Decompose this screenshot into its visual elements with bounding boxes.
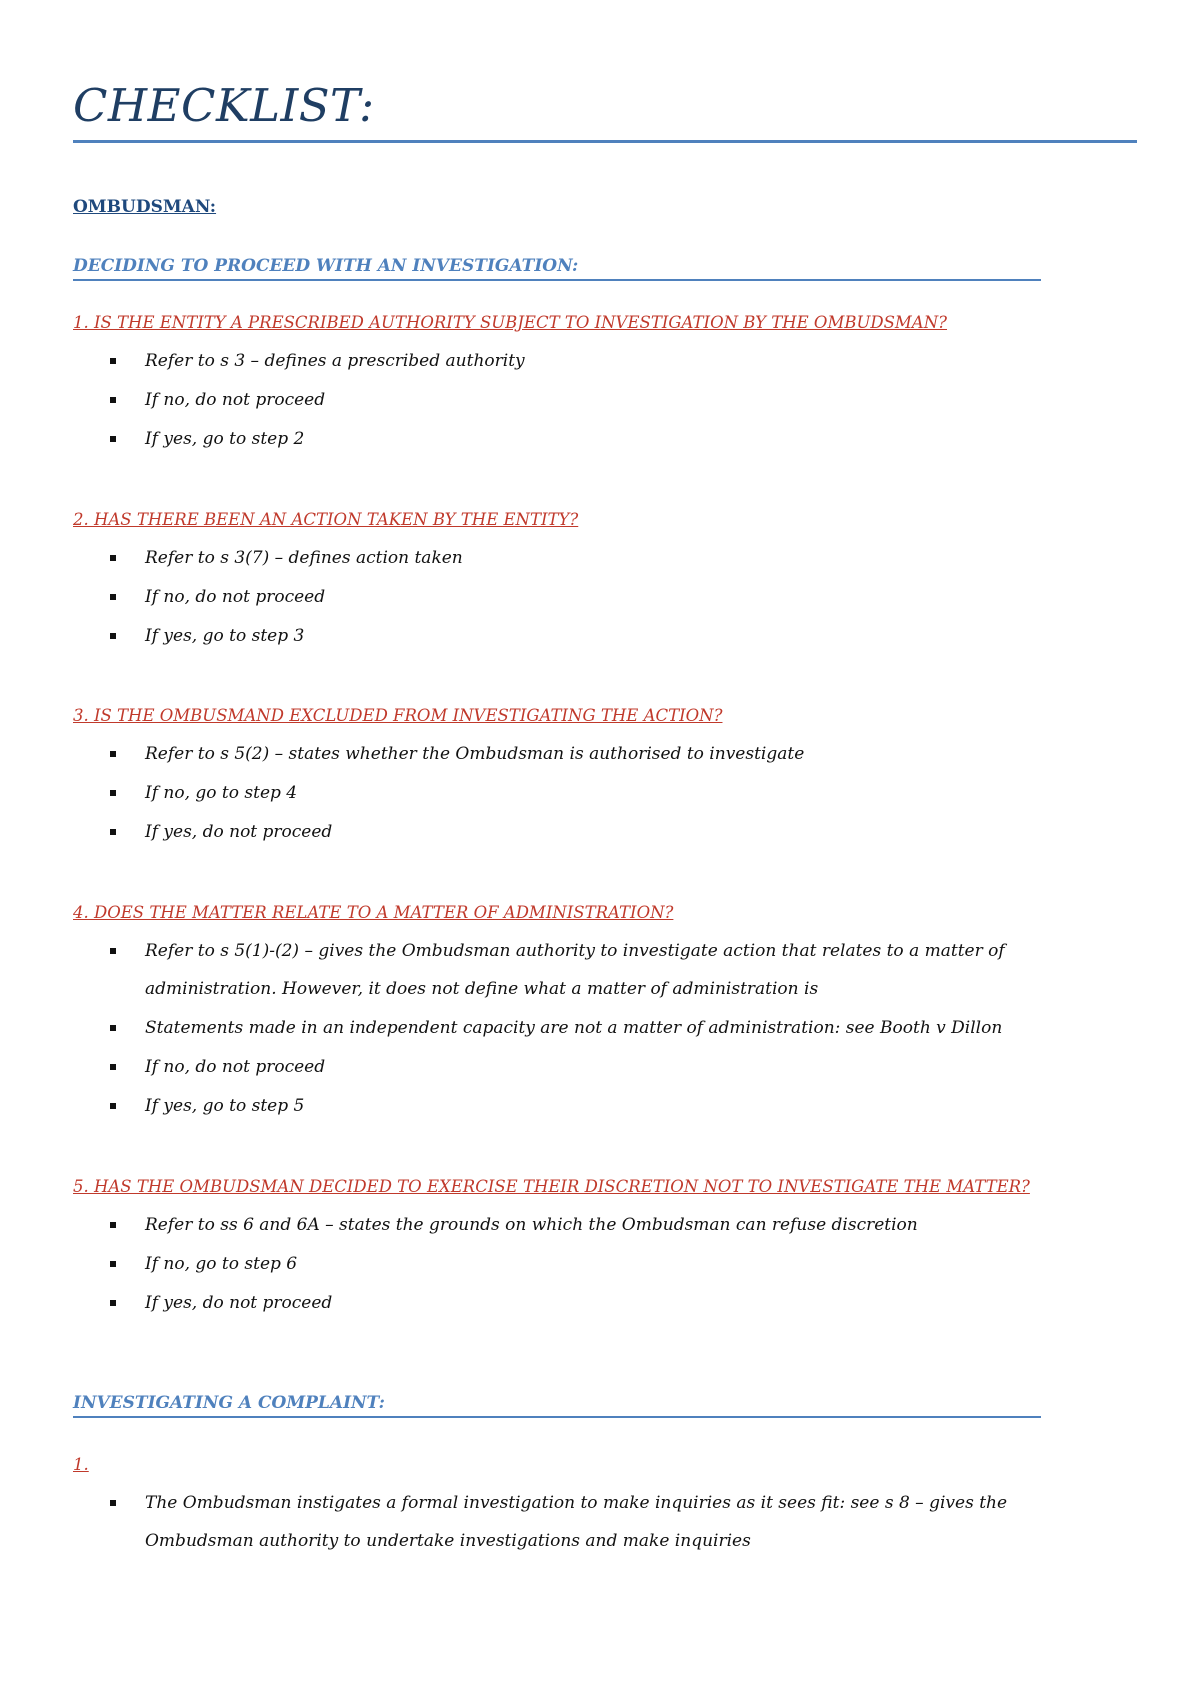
bullet-text: If no, do not proceed xyxy=(145,1057,326,1077)
square-bullet-icon xyxy=(110,633,116,639)
bullet-text: If yes, do not proceed xyxy=(145,822,333,842)
list-item xyxy=(108,342,1108,380)
square-bullet-icon xyxy=(110,751,116,757)
square-bullet-icon xyxy=(110,555,116,561)
subheading-deciding: DECIDING TO PROCEED WITH AN INVESTIGATION: xyxy=(73,256,579,276)
bullet-text: If no, do not proceed xyxy=(145,390,326,410)
square-bullet-icon xyxy=(110,358,116,364)
list-item xyxy=(108,1484,1108,1560)
bullet-text: Refer to s 3(7) – defines action taken xyxy=(145,548,463,568)
bullet-text: If no, do not proceed xyxy=(145,587,326,607)
list-item xyxy=(108,578,1108,616)
list-item xyxy=(108,1009,1108,1047)
page-title: CHECKLIST: xyxy=(73,79,375,132)
step-heading-2: 2. HAS THERE BEEN AN ACTION TAKEN BY THE ENTITY? xyxy=(73,510,579,529)
step-3-bullet-list xyxy=(108,735,1108,852)
section-label-ombudsman: OMBUDSMAN: xyxy=(73,197,217,217)
bullet-text: If yes, go to step 2 xyxy=(145,429,305,449)
step-5-bullet-list xyxy=(108,1206,1108,1323)
square-bullet-icon xyxy=(110,594,116,600)
list-item xyxy=(108,1048,1108,1086)
subheading-divider xyxy=(73,1416,1041,1418)
investigating-step-1-bullet-list xyxy=(108,1484,1108,1561)
list-item xyxy=(108,1206,1108,1244)
square-bullet-icon xyxy=(110,1103,116,1109)
bullet-text: If yes, go to step 3 xyxy=(145,626,305,646)
subheading-divider xyxy=(73,279,1041,281)
square-bullet-icon xyxy=(110,790,116,796)
list-item xyxy=(108,381,1108,419)
step-1-bullet-list xyxy=(108,342,1108,459)
bullet-text: Refer to s 5(1)-(2) – gives the Ombudsman authority to investigate action that relates to a matter of administration. However, it does not define what a matter of administration is xyxy=(145,941,1005,999)
square-bullet-icon xyxy=(110,1261,116,1267)
subheading-investigating: INVESTIGATING A COMPLAINT: xyxy=(73,1393,385,1413)
square-bullet-icon xyxy=(110,1064,116,1070)
list-item xyxy=(108,932,1108,1008)
bullet-text: Statements made in an independent capacity are not a matter of administration: see Booth v Dillon xyxy=(145,1018,1003,1038)
bullet-text: The Ombudsman instigates a formal investigation to make inquiries as it sees fit: see s 8 – gives the Ombudsman authority to undertake investigations and make inquiries xyxy=(145,1493,1008,1551)
square-bullet-icon xyxy=(110,1222,116,1228)
bullet-text: If no, go to step 6 xyxy=(145,1254,298,1274)
investigating-step-heading-1: 1. xyxy=(73,1455,89,1474)
bullet-text: Refer to ss 6 and 6A – states the grounds on which the Ombudsman can refuse discretion xyxy=(145,1215,918,1235)
square-bullet-icon xyxy=(110,397,116,403)
step-heading-1: 1. IS THE ENTITY A PRESCRIBED AUTHORITY SUBJECT TO INVESTIGATION BY THE OMBUDSMAN? xyxy=(73,313,948,332)
square-bullet-icon xyxy=(110,948,116,954)
step-heading-5: 5. HAS THE OMBUDSMAN DECIDED TO EXERCISE THEIR DISCRETION NOT TO INVESTIGATE THE MATTER? xyxy=(73,1177,1030,1196)
step-heading-3: 3. IS THE OMBUSMAND EXCLUDED FROM INVESTIGATING THE ACTION? xyxy=(73,706,723,725)
list-item xyxy=(108,1245,1108,1283)
bullet-text: If yes, go to step 5 xyxy=(145,1096,305,1116)
bullet-text: Refer to s 3 – defines a prescribed authority xyxy=(145,351,525,371)
step-2-bullet-list xyxy=(108,539,1108,656)
list-item xyxy=(108,735,1108,773)
square-bullet-icon xyxy=(110,436,116,442)
list-item xyxy=(108,617,1108,655)
bullet-text: If yes, do not proceed xyxy=(145,1293,333,1313)
square-bullet-icon xyxy=(110,1500,116,1506)
title-divider xyxy=(73,140,1137,143)
square-bullet-icon xyxy=(110,1025,116,1031)
list-item xyxy=(108,539,1108,577)
list-item xyxy=(108,1087,1108,1125)
bullet-text: If no, go to step 4 xyxy=(145,783,298,803)
bullet-text: Refer to s 5(2) – states whether the Ombudsman is authorised to investigate xyxy=(145,744,805,764)
list-item xyxy=(108,813,1108,851)
list-item xyxy=(108,1284,1108,1322)
square-bullet-icon xyxy=(110,829,116,835)
step-heading-4: 4. DOES THE MATTER RELATE TO A MATTER OF ADMINISTRATION? xyxy=(73,903,674,922)
list-item xyxy=(108,774,1108,812)
square-bullet-icon xyxy=(110,1300,116,1306)
list-item xyxy=(108,420,1108,458)
step-4-bullet-list xyxy=(108,932,1108,1126)
